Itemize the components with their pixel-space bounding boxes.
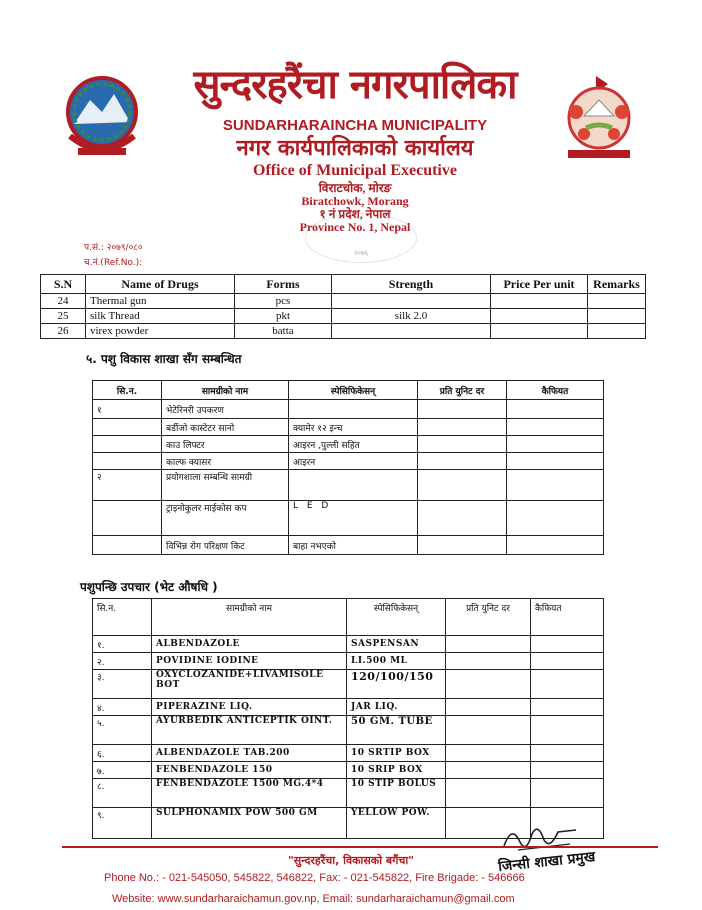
cell-name: भेटेरिनरी उपकरण: [162, 400, 289, 419]
cell-spec: [289, 400, 418, 419]
table-row: [41, 324, 646, 339]
cell-rate: [446, 636, 531, 653]
cell-rate: [418, 400, 507, 419]
table-row: [93, 436, 604, 453]
footer-slogan: "सुन्दरहरैंचा, विकासको बगैंचा": [288, 854, 414, 867]
reference-number: च.नं.(Ref.No.):: [84, 258, 143, 268]
col-rate: प्रति युनिट दर: [446, 599, 531, 636]
cell-rate: [446, 779, 531, 808]
cell-spec: क्यामेर १२ इन्च: [289, 419, 418, 436]
section-6-title: पशुपन्छि उपचार (भेट औषधि ): [80, 580, 218, 594]
cell-name: ALBENDAZOLE TAB.200: [152, 745, 347, 762]
table-row: [93, 453, 604, 470]
cell-name: विभिन्न रोग परिक्षण किट: [162, 536, 289, 555]
table-row: [93, 653, 604, 670]
stamp-text: २०७६: [353, 249, 369, 257]
cell-spec: JAR LIQ.: [347, 699, 446, 716]
letter-number: प.सं.: २०७९/०८०: [84, 243, 143, 253]
cell-name: FENBENDAZOLE 1500 MG.4*4: [152, 779, 347, 808]
table-row: [93, 419, 604, 436]
cell-remarks: [531, 716, 604, 745]
cell-sn: 26: [41, 324, 86, 339]
cell-remarks: [507, 536, 604, 555]
cell-form: pcs: [235, 294, 332, 309]
drugs-table: [40, 274, 646, 339]
veterinary-equipment-table: [92, 380, 604, 555]
cell-sn: २.: [93, 653, 152, 670]
cell-rate: [418, 501, 507, 536]
footer-divider: [62, 846, 658, 848]
cell-remarks: [588, 309, 646, 324]
cell-rate: [418, 453, 507, 470]
cell-sn: 24: [41, 294, 86, 309]
cell-rate: [418, 536, 507, 555]
cell-remarks: [531, 699, 604, 716]
office-stamp: [305, 213, 417, 263]
cell-spec: YELLOW POW.: [347, 808, 446, 839]
cell-remarks: [507, 470, 604, 501]
col-sn: S.N: [41, 275, 86, 294]
table-row: [93, 745, 604, 762]
col-name: Name of Drugs: [86, 275, 235, 294]
table-row: [93, 636, 604, 653]
cell-rate: [446, 653, 531, 670]
cell-form: batta: [235, 324, 332, 339]
cell-sn: ३.: [93, 670, 152, 699]
section-5-title: ५. पशु विकास शाखा सँग सम्बन्धित: [86, 352, 242, 366]
cell-spec: L E D: [289, 501, 418, 536]
cell-spec: 10 SRTIP BOX: [347, 745, 446, 762]
cell-name: POVIDINE IODINE: [152, 653, 347, 670]
table-row: [93, 779, 604, 808]
cell-sn: १: [93, 400, 162, 419]
office-name-english: Office of Municipal Executive: [253, 162, 457, 179]
table-row: [93, 501, 604, 536]
col-sn: सि.न.: [93, 381, 162, 400]
cell-name: silk Thread: [86, 309, 235, 324]
office-name-nepali: नगर कार्यपालिकाको कार्यालय: [236, 136, 474, 161]
footer-contact: Phone No.: - 021-545050, 545822, 546822, Fax: - 021-545822, Fire Brigade: - 546666: [104, 872, 525, 884]
cell-sn: [93, 419, 162, 436]
cell-price: [491, 294, 588, 309]
cell-rate: [446, 762, 531, 779]
province-english: Province No. 1, Nepal: [299, 220, 411, 234]
cell-remarks: [531, 745, 604, 762]
cell-sn: [93, 436, 162, 453]
cell-spec: 10 STIP BOLUS: [347, 779, 446, 808]
cell-sn: ७.: [93, 762, 152, 779]
table-row: [93, 699, 604, 716]
cell-sn: [93, 501, 162, 536]
cell-spec: LI.500 ML: [347, 653, 446, 670]
province-nepali: १ नं प्रदेश, नेपाल: [319, 207, 391, 221]
cell-rate: [446, 699, 531, 716]
col-name: सामग्रीको नाम: [162, 381, 289, 400]
cell-name: बर्डीजो कास्टेटर सानो: [162, 419, 289, 436]
col-spec: स्पेसिफिकेसन्: [289, 381, 418, 400]
cell-sn: 25: [41, 309, 86, 324]
cell-price: [491, 309, 588, 324]
cell-sn: [93, 453, 162, 470]
col-price: Price Per unit: [491, 275, 588, 294]
table-header-row: [93, 599, 604, 636]
cell-spec: आइरन: [289, 453, 418, 470]
cell-name: ALBENDAZOLE: [152, 636, 347, 653]
cell-remarks: [507, 453, 604, 470]
cell-rate: [418, 470, 507, 501]
table-row: [93, 762, 604, 779]
cell-sn: ६.: [93, 745, 152, 762]
address-nepali: विराटचोक, मोरङ: [318, 181, 392, 195]
cell-name: प्रयोगशाला सम्बन्धि सामग्री: [162, 470, 289, 501]
municipality-name-english: SUNDARHARAINCHA MUNICIPALITY: [222, 117, 488, 134]
cell-remarks: [531, 779, 604, 808]
cell-sn: ९.: [93, 808, 152, 839]
col-remarks: Remarks: [588, 275, 646, 294]
col-spec: स्पेसिफिकेसन्: [347, 599, 446, 636]
animal-medicine-table: [92, 598, 604, 839]
cell-sn: ५.: [93, 716, 152, 745]
table-row: [93, 716, 604, 745]
table-header-row: [93, 381, 604, 400]
col-remarks: कैफियत: [507, 381, 604, 400]
cell-remarks: [531, 636, 604, 653]
cell-strength: [332, 294, 491, 309]
cell-remarks: [531, 670, 604, 699]
table-row: [93, 400, 604, 419]
col-strength: Strength: [332, 275, 491, 294]
table-row: [93, 670, 604, 699]
cell-strength: [332, 324, 491, 339]
col-name: सामग्रीको नाम: [152, 599, 347, 636]
cell-rate: [446, 670, 531, 699]
cell-name: AYURBEDIK ANTICEPTIK OINT.: [152, 716, 347, 745]
cell-name: virex powder: [86, 324, 235, 339]
cell-name: SULPHONAMIX POW 500 GM: [152, 808, 347, 839]
cell-spec: 120/100/150: [347, 670, 446, 699]
table-header-row: [41, 275, 646, 294]
cell-strength: silk 2.0: [332, 309, 491, 324]
cell-remarks: [507, 436, 604, 453]
col-forms: Forms: [235, 275, 332, 294]
cell-name: काल्फ क्यासर: [162, 453, 289, 470]
col-rate: प्रति युनिट दर: [418, 381, 507, 400]
address-english: Biratchowk, Morang: [301, 194, 409, 208]
cell-spec: बाहा नभएको: [289, 536, 418, 555]
cell-remarks: [531, 653, 604, 670]
table-row: [93, 536, 604, 555]
cell-remarks: [507, 501, 604, 536]
cell-name: Thermal gun: [86, 294, 235, 309]
cell-name: PIPERAZINE LIQ.: [152, 699, 347, 716]
cell-remarks: [507, 419, 604, 436]
col-remarks: कैफियत: [531, 599, 604, 636]
cell-sn: १.: [93, 636, 152, 653]
footer-website: Website: www.sundarharaichamun.gov.np, Email: sundarharaichamun@gmail.com: [112, 893, 515, 905]
cell-form: pkt: [235, 309, 332, 324]
signature-designation: जिन्सी शाखा प्रमुख: [497, 848, 596, 876]
cell-sn: ८.: [93, 779, 152, 808]
cell-remarks: [588, 294, 646, 309]
cell-name: OXYCLOZANIDE+LIVAMISOLE BOT: [152, 670, 347, 699]
cell-name: ट्राइनोकुलर माईकोस कप: [162, 501, 289, 536]
cell-rate: [446, 716, 531, 745]
table-row: [93, 470, 604, 501]
col-sn: सि.न.: [93, 599, 152, 636]
municipality-name-nepali: सुन्दरहरैंचा नगरपालिका: [193, 62, 517, 108]
table-row: [41, 294, 646, 309]
cell-spec: आइरन ,पुल्ली सहित: [289, 436, 418, 453]
cell-price: [491, 324, 588, 339]
nepal-emblem-right: [556, 72, 642, 164]
cell-spec: 10 SRIP BOX: [347, 762, 446, 779]
cell-spec: [289, 470, 418, 501]
cell-spec: 50 GM. TUBE: [347, 716, 446, 745]
cell-sn: २: [93, 470, 162, 501]
municipality-emblem-left: [60, 72, 144, 160]
cell-spec: SASPENSAN: [347, 636, 446, 653]
cell-sn: ४.: [93, 699, 152, 716]
cell-remarks: [531, 762, 604, 779]
cell-name: FENBENDAZOLE 150: [152, 762, 347, 779]
cell-name: काउ लिफ्टर: [162, 436, 289, 453]
cell-rate: [446, 745, 531, 762]
cell-remarks: [588, 324, 646, 339]
table-row: [41, 309, 646, 324]
cell-rate: [418, 419, 507, 436]
cell-sn: [93, 536, 162, 555]
cell-rate: [418, 436, 507, 453]
cell-remarks: [507, 400, 604, 419]
